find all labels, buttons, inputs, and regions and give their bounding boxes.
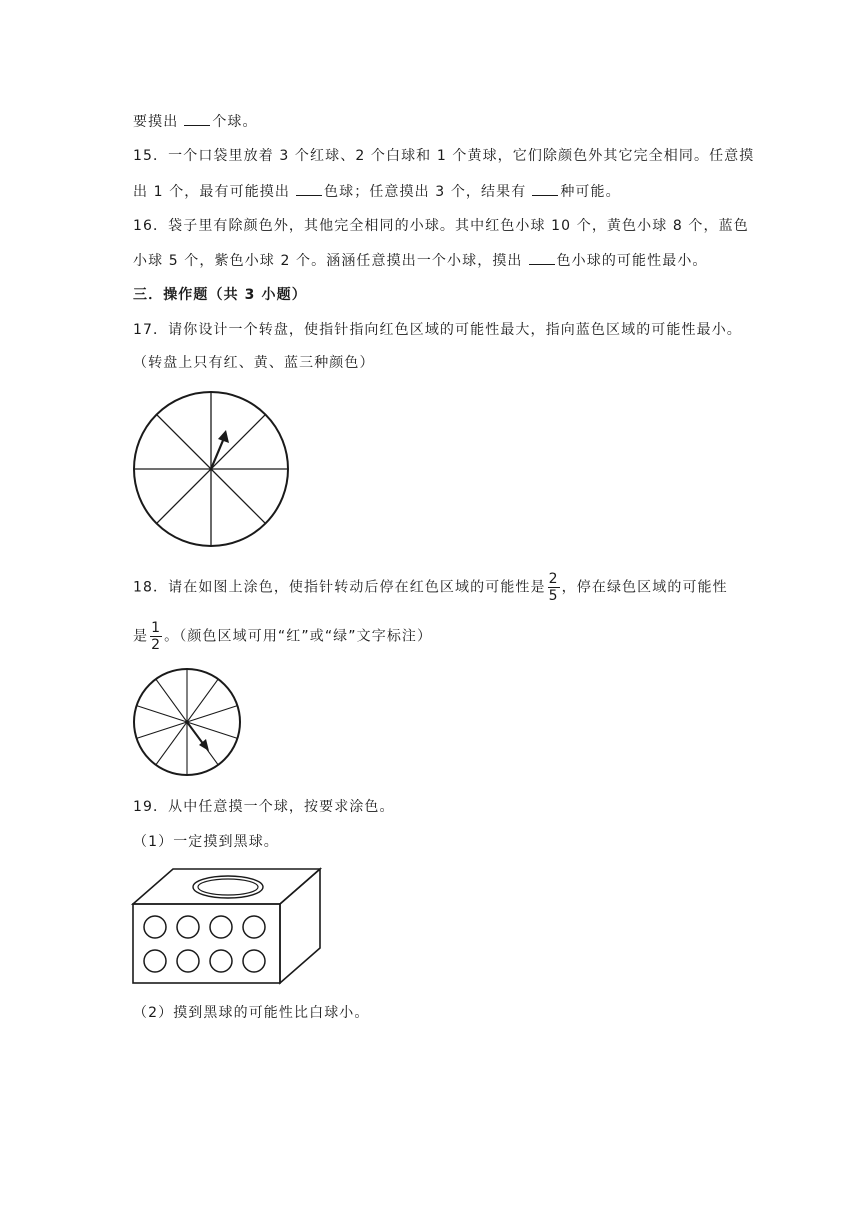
q16-text-b: 色小球的可能性最小。 [556, 253, 708, 269]
q18-fraction-red-denominator: 5 [548, 588, 559, 604]
q18-fraction-red-numerator: 2 [548, 571, 559, 587]
ball-slot[interactable] [177, 916, 199, 938]
q14-tail-line [133, 111, 258, 132]
q17-pointer-arrow[interactable] [211, 430, 229, 469]
q18-text-a: 18．请在如图上涂色，使指针转动后停在红色区域的可能性是 [133, 579, 546, 596]
q19-sub2: （2）摸到黑球的可能性比白球小。 [133, 1005, 370, 1021]
q14-answer-blank[interactable] [184, 111, 210, 126]
ball-slot[interactable] [210, 916, 232, 938]
q17-spinner-wheel [132, 390, 292, 550]
q17-line1: 17．请你设计一个转盘，使指针指向红色区域的可能性最大，指向蓝色区域的可能性最小。 [133, 322, 742, 338]
box-top-opening [193, 876, 263, 898]
q15-text-c: 种可能。 [560, 184, 621, 200]
q17-line2: （转盘上只有红、黄、蓝三种颜色） [133, 355, 375, 371]
q15-text-a: 出 1 个，最有可能摸出 [133, 184, 291, 200]
q15-line1: 15．一个口袋里放着 3 个红球、2 个白球和 1 个黄球，它们除颜色外其它完全相同。任意摸 [133, 148, 755, 164]
q18-line1 [133, 571, 728, 604]
q18-fraction-green [150, 620, 162, 653]
q18-pointer-arrow[interactable] [187, 722, 209, 751]
q19-line1: 19．从中任意摸一个球，按要求涂色。 [133, 799, 395, 815]
q18-text-b: ，停在绿色区域的可能性 [561, 579, 728, 596]
ball-slot[interactable] [243, 950, 265, 972]
section3-title: 三．操作题（共 3 小题） [133, 287, 307, 303]
ball-slot[interactable] [144, 950, 166, 972]
q15-line2 [133, 181, 621, 202]
q14-text-after: 个球。 [212, 114, 258, 130]
q18-fraction-green-numerator: 1 [151, 620, 162, 636]
q16-line2 [133, 250, 708, 271]
q19-sub1: （1）一定摸到黑球。 [133, 834, 279, 850]
q16-answer-blank[interactable] [529, 250, 555, 265]
ball-slot[interactable] [144, 916, 166, 938]
q18-text-d: 。（颜色区域可用“红”或“绿”文字标注） [164, 628, 433, 645]
q18-fraction-green-denominator: 2 [151, 637, 162, 653]
q19-ball-box [132, 860, 332, 990]
ball-slot[interactable] [210, 950, 232, 972]
ball-slot[interactable] [243, 916, 265, 938]
q16-text-a: 小球 5 个，紫色小球 2 个。涵涵任意摸出一个小球，摸出 [133, 253, 523, 269]
q18-text-c: 是 [133, 628, 149, 645]
q15-answer-blank-2[interactable] [532, 181, 558, 196]
q16-line1: 16．袋子里有除颜色外，其他完全相同的小球。其中红色小球 10 个，黄色小球 8 个，蓝色 [133, 218, 749, 234]
q18-fraction-red [548, 571, 560, 604]
q14-text-before: 要摸出 [133, 114, 179, 130]
q18-spinner-wheel [132, 665, 244, 777]
q15-answer-blank-1[interactable] [296, 181, 322, 196]
ball-slot[interactable] [177, 950, 199, 972]
q15-text-b: 色球；任意摸出 3 个，结果有 [324, 184, 527, 200]
q18-line2 [133, 620, 432, 653]
